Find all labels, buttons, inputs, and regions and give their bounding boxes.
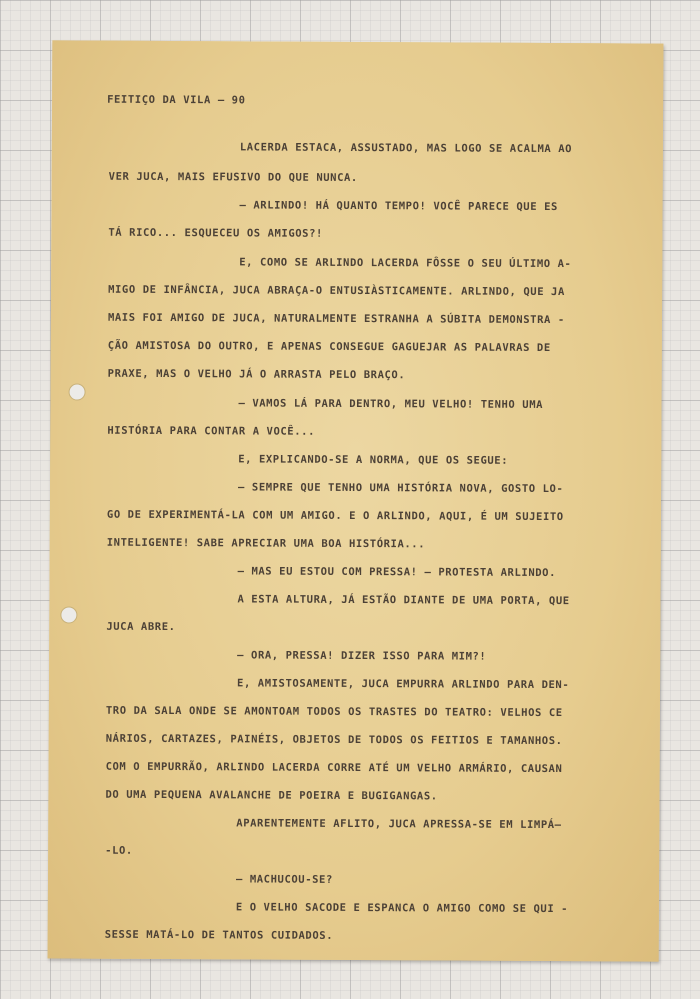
text-line: APARENTEMENTE AFLITO, JUCA APRESSA-SE EM LIMPÁ—	[236, 817, 562, 832]
text-line: ÇÃO AMISTOSA DO OUTRO, E APENAS CONSEGUE GAGUEJAR AS PALAVRAS DE	[107, 339, 551, 355]
text-line: — MACHUCOU-SE?	[235, 873, 333, 886]
text-line: SESSE MATÁ-LO DE TANTOS CUIDADOS.	[104, 928, 334, 942]
text-line: A ESTA ALTURA, JÁ ESTÃO DIANTE DE UMA PORTA, QUE	[237, 593, 570, 608]
punch-hole-bottom	[60, 606, 77, 623]
text-line: -LO.	[105, 844, 133, 857]
text-line: — MAS EU ESTOU COM PRESSA! — PROTESTA ARLINDO.	[237, 565, 557, 580]
text-line: MIGO DE INFÂNCIA, JUCA ABRAÇA-O ENTUSIÀSTICAMENTE. ARLINDO, QUE JA	[108, 283, 565, 299]
text-line: MAIS FOI AMIGO DE JUCA, NATURALMENTE ESTRANHA A SÚBITA DEMONSTRA -	[107, 311, 565, 327]
typewritten-page	[48, 40, 664, 961]
text-line: PRAXE, MAS O VELHO JÁ O ARRASTA PELO BRAÇO.	[107, 367, 406, 382]
punch-hole-top	[69, 383, 86, 400]
text-line: COM O EMPURRÃO, ARLINDO LACERDA CORRE ATÉ UM VELHO ARMÁRIO, CAUSAN	[105, 760, 563, 776]
text-line: NÁRIOS, CARTAZES, PAINÉIS, OBJETOS DE TODOS OS FEITIOS E TAMANHOS.	[105, 732, 563, 748]
text-line: E, COMO SE ARLINDO LACERDA FÔSSE O SEU ÚLTIMO A-	[239, 256, 572, 271]
text-line: E O VELHO SACODE E ESPANCA O AMIGO COMO SE QUI -	[235, 901, 569, 916]
text-line: E, AMISTOSAMENTE, JUCA EMPURRA ARLINDO PARA DEN-	[237, 677, 570, 692]
text-line: — ARLINDO! HÁ QUANTO TEMPO! VOCÊ PARECE QUE ES	[239, 199, 558, 214]
text-line: DO UMA PEQUENA AVALANCHE DE POEIRA E BUGIGANGAS.	[105, 788, 438, 803]
text-line: — VAMOS LÁ PARA DENTRO, MEU VELHO! TENHO UMA	[238, 397, 544, 411]
text-line: TÁ RICO... ESQUECEU OS AMIGOS?!	[108, 226, 324, 240]
text-line: E, EXPLICANDO-SE A NORMA, QUE OS SEGUE:	[238, 453, 509, 467]
text-line: INTELIGENTE! SABE APRECIAR UMA BOA HISTÓRIA...	[106, 536, 426, 551]
text-line: TRO DA SALA ONDE SE AMONTOAM TODOS OS TRASTES DO TEATRO: VELHOS CE	[105, 704, 563, 720]
text-line: VER JUCA, MAIS EFUSIVO DO QUE NUNCA.	[108, 170, 358, 185]
text-line: — SEMPRE QUE TENHO UMA HISTÓRIA NOVA, GOSTO LO-	[238, 481, 564, 496]
text-line: JUCA ABRE.	[106, 620, 176, 634]
text-line: HISTÓRIA PARA CONTAR A VOCÊ...	[107, 424, 316, 438]
text-line: LACERDA ESTACA, ASSUSTADO, MAS LOGO SE ACALMA AO	[239, 141, 573, 156]
text-line: — ORA, PRESSA! DIZER ISSO PARA MIM?!	[237, 649, 487, 663]
page-header: FEITIÇO DA VILA — 90	[107, 93, 246, 107]
text-line: GO DE EXPERIMENTÁ-LA COM UM AMIGO. E O ARLINDO, AQUI, É UM SUJEITO	[106, 508, 564, 524]
